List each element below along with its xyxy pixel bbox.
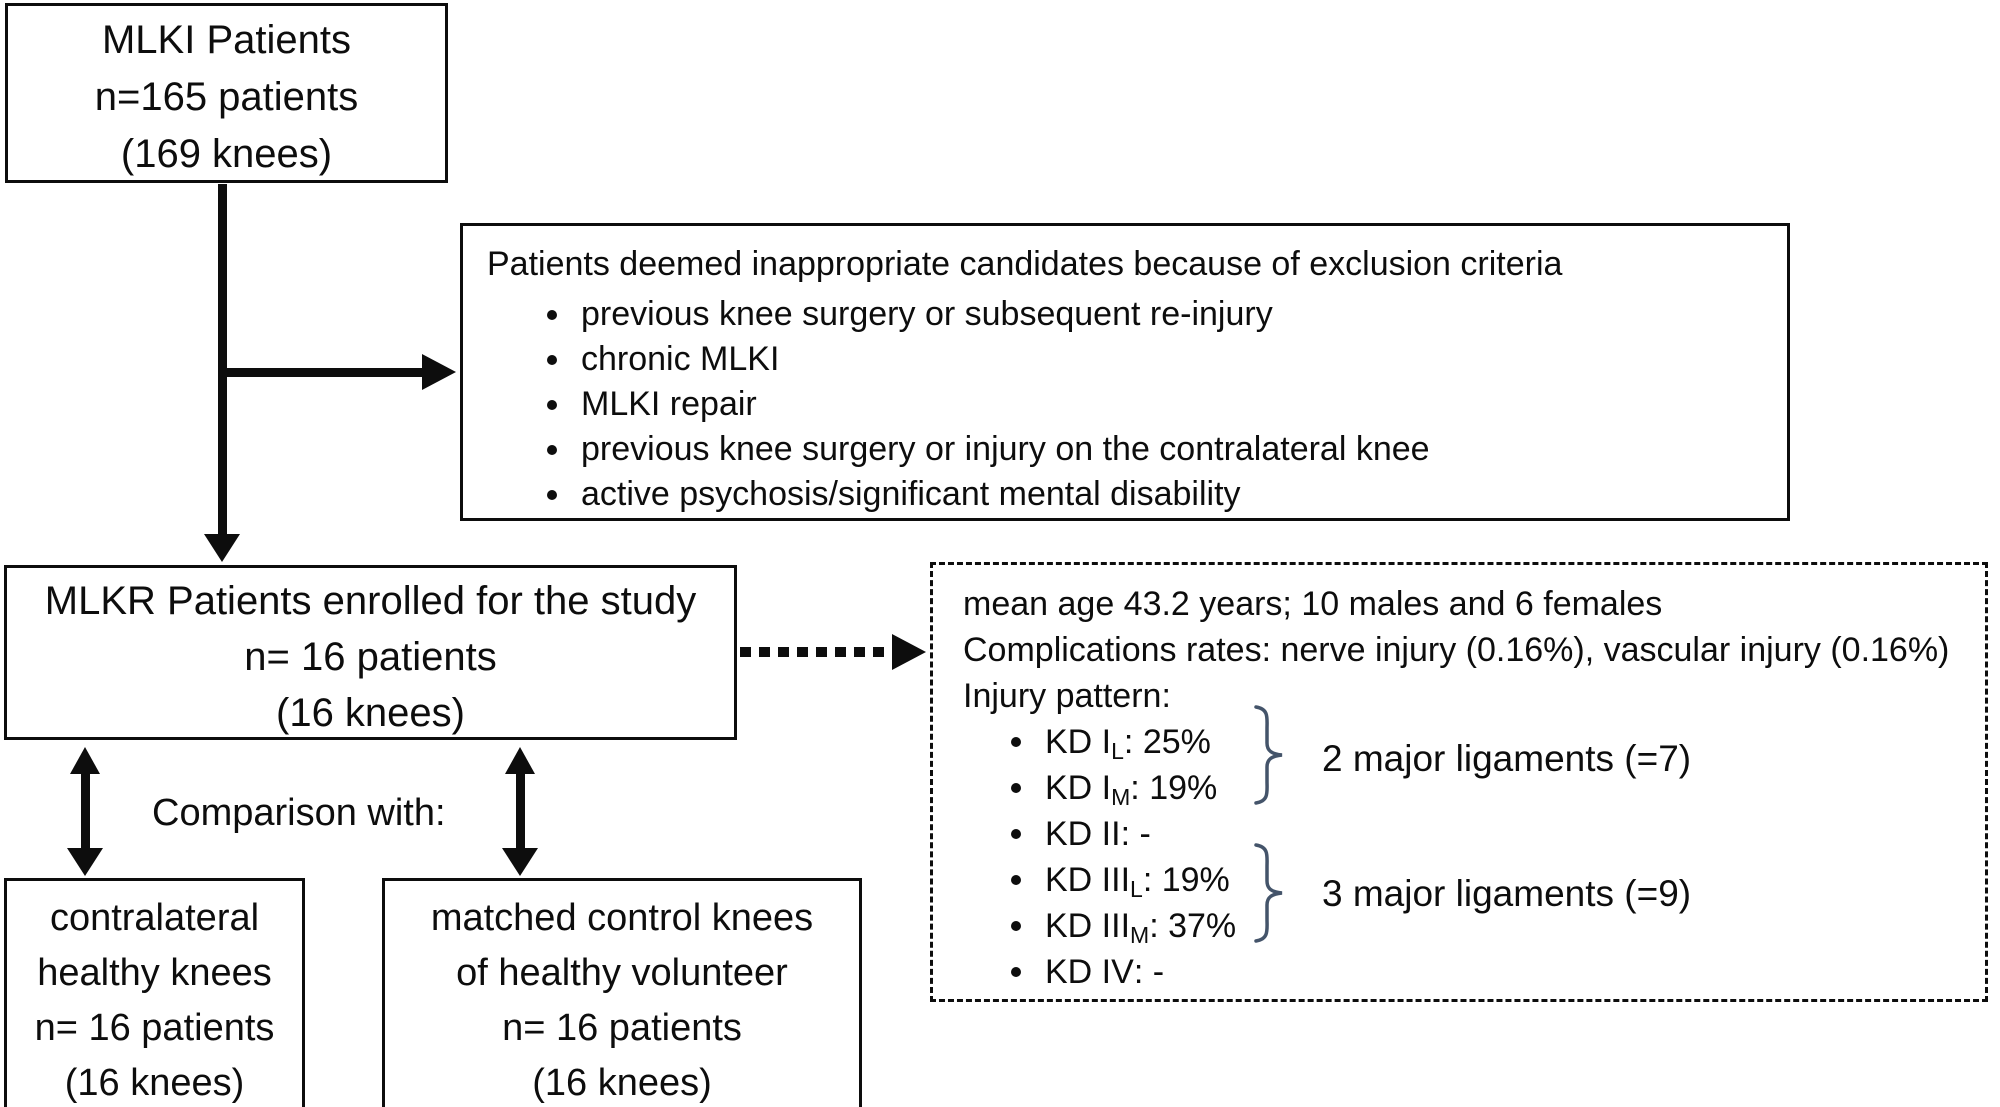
bullet-icon: [1011, 967, 1021, 977]
arrowhead-down-icon: [204, 534, 240, 562]
details-injury-pattern-heading: Injury pattern:: [963, 677, 1171, 715]
exclusion-bullet-text: previous knee surgery or subsequent re-injury: [581, 295, 1273, 333]
group-label-2-ligaments: 2 major ligaments (=7): [1322, 738, 1692, 779]
brace-3-ligaments-icon: [1252, 842, 1288, 944]
kd-subscript: M: [1111, 784, 1131, 810]
exclusion-bullet-text: chronic MLKI: [581, 340, 780, 378]
arrow-to-exclusion-shaft: [222, 368, 422, 377]
exclusion-bullet-text: active psychosis/significant mental disability: [581, 475, 1241, 513]
bullet-icon: [1011, 921, 1021, 931]
arrowhead-right-icon: [892, 634, 926, 670]
exclusion-bullet-row: [487, 337, 1777, 382]
exclusion-bullet-row: [487, 382, 1777, 427]
bullet-icon: [547, 400, 557, 410]
mlkr-n-knees: (16 knees): [276, 691, 465, 735]
box-study-details: [930, 562, 1988, 1002]
box-exclusion-criteria: [460, 223, 1790, 521]
kd-prefix: KD I: [1045, 723, 1112, 761]
bullet-icon: [547, 445, 557, 455]
matched-n-knees: (16 knees): [532, 1062, 712, 1104]
mlkr-n-patients: n= 16 patients: [244, 635, 497, 679]
arrow-dotted-to-details-shaft: [740, 647, 890, 657]
bullet-icon: [1011, 829, 1021, 839]
kd-prefix: KD III: [1045, 907, 1131, 945]
box-mlki-patients: [5, 3, 448, 183]
mlkr-title: MLKR Patients enrolled for the study: [44, 579, 697, 623]
kd-value: : -: [1120, 815, 1151, 853]
matched-n-patients: n= 16 patients: [502, 1007, 742, 1049]
contralateral-n-knees: (16 knees): [64, 1062, 245, 1104]
arrowhead-down-icon: [502, 848, 538, 876]
brace-2-ligaments-icon: [1252, 704, 1288, 806]
matched-line: matched control knees: [430, 897, 814, 939]
arrowhead-right-icon: [422, 354, 456, 390]
box-contralateral-knees: [4, 878, 305, 1107]
kd-subscript: L: [1111, 738, 1124, 764]
kd-prefix: KD II: [1045, 815, 1121, 853]
matched-line: of healthy volunteer: [456, 952, 788, 994]
kd-prefix: KD IV: [1045, 953, 1134, 991]
kd-value: : 19%: [1130, 769, 1218, 807]
bullet-icon: [547, 490, 557, 500]
arrowhead-up-icon: [70, 747, 100, 774]
group-label-3-ligaments: 3 major ligaments (=9): [1322, 873, 1692, 914]
bullet-icon: [547, 310, 557, 320]
mlki-n-knees: (169 knees): [120, 132, 333, 176]
bullet-icon: [547, 355, 557, 365]
exclusion-bullet-row: [487, 427, 1777, 472]
arrowhead-down-icon: [67, 848, 103, 876]
comparison-label: Comparison with:: [152, 792, 446, 834]
details-demographics: mean age 43.2 years; 10 males and 6 females: [963, 585, 1663, 623]
kd-prefix: KD III: [1045, 861, 1131, 899]
kd-value: : -: [1133, 953, 1165, 991]
arrowhead-up-icon: [505, 747, 535, 774]
arrow-mlki-to-mlkr-shaft: [218, 184, 227, 536]
contralateral-n-patients: n= 16 patients: [34, 1007, 275, 1049]
kd-subscript: M: [1130, 922, 1150, 948]
bullet-icon: [1011, 737, 1021, 747]
contralateral-line: healthy knees: [37, 952, 272, 994]
double-arrow-left-shaft: [81, 771, 90, 851]
mlki-n-patients: n=165 patients: [94, 75, 359, 119]
mlki-title: MLKI Patients: [101, 18, 351, 62]
details-complications: Complications rates: nerve injury (0.16%), vascular injury (0.16%): [963, 631, 1950, 669]
bullet-icon: [1011, 783, 1021, 793]
exclusion-bullet-row: [487, 472, 1777, 517]
kd-value: : 19%: [1142, 861, 1230, 899]
kd-prefix: KD I: [1045, 769, 1112, 807]
box-mlkr-enrolled: [4, 565, 737, 740]
kd-value: : 25%: [1123, 723, 1211, 761]
box-matched-control-knees: [382, 878, 862, 1107]
exclusion-bullet-text: MLKI repair: [581, 385, 757, 423]
exclusion-bullet-text: previous knee surgery or injury on the contralateral knee: [581, 430, 1430, 468]
contralateral-line: contralateral: [49, 897, 260, 939]
kd-subscript: L: [1130, 876, 1143, 902]
exclusion-title: Patients deemed inappropriate candidates because of exclusion criteria: [487, 245, 1563, 283]
kd-value: : 37%: [1149, 907, 1237, 945]
double-arrow-right-shaft: [516, 771, 525, 851]
bullet-icon: [1011, 875, 1021, 885]
kd-item-row: [963, 949, 1977, 995]
exclusion-bullet-row: [487, 292, 1777, 337]
